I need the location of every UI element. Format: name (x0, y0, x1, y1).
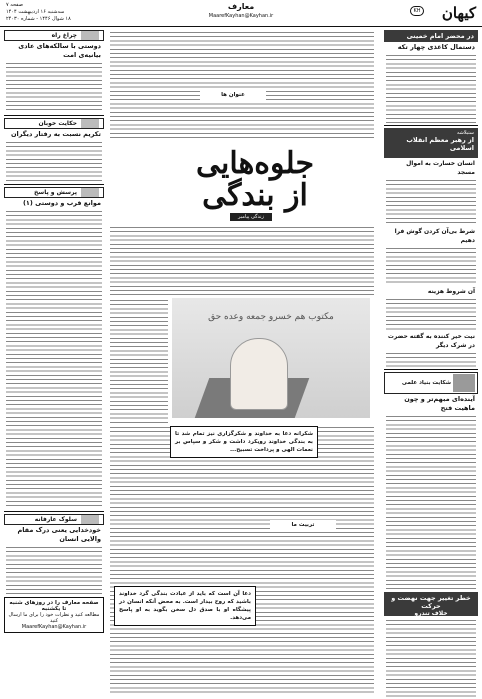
leader-box-label: ستبلاشه (456, 130, 474, 136)
section-url: MaarefKayhan@Kayhan.ir (208, 13, 274, 19)
section1-text (6, 61, 102, 113)
section4-bar (4, 514, 104, 525)
section-title: معارف (227, 2, 255, 11)
divider (384, 125, 478, 126)
middle-left-text (110, 298, 168, 423)
right-column (384, 30, 478, 695)
imam-headline: دستمال کاغذی چهار تکه (397, 43, 475, 51)
section1-headline: دوستی با سالکه‌های عادی بیانیه‌ی امت (18, 42, 101, 59)
section3-title-left: پرسش و پاسخ (33, 189, 77, 196)
section2-text (6, 140, 102, 182)
section3-headline: آینده‌ای مبهم‌تر و چون ماهیت فتح (404, 395, 475, 412)
leader-box (384, 128, 478, 158)
middle-column (110, 30, 374, 695)
bottom-headline: خطر تغییر جهت نهضت و حرکت (391, 594, 471, 610)
date-line-2: ۱۸ شوال ۱۴۴۶ - شماره ۲۴۰۳۰ (6, 16, 71, 22)
footer-box (4, 597, 104, 633)
section3-headline-left: موانع قرب و دوستی (۱) (22, 199, 101, 207)
leader-text-d (386, 351, 476, 367)
kayhan-logo: کیهان (441, 4, 476, 22)
date-line-1: سه‌شنبه ۱۶ اردیبهشت ۱۴۰۴ (6, 9, 65, 15)
mystic-icon (81, 515, 99, 524)
leader-text-a (386, 178, 476, 226)
middle-subheading-1: عنوان ها (200, 90, 266, 101)
section1-title: چراغ راه (51, 32, 77, 39)
divider (4, 115, 104, 116)
section2-bar (4, 118, 104, 129)
left-column (4, 30, 104, 695)
section4-headline: خودخدایی یعنی درک مقام والایی انسان (17, 526, 101, 543)
book-icon (81, 119, 99, 128)
section3-bar (384, 372, 478, 394)
page-label: صفحه ۷ (6, 2, 23, 8)
author-photo (453, 374, 475, 392)
photo-calligraphy: مکتوب هم خسرو جمعه وعده حق (208, 312, 334, 322)
feature-title: جلوه‌هایی از بندگی (195, 146, 314, 213)
leader-text-b (386, 246, 476, 286)
middle-top-text (110, 30, 374, 140)
bottom-headline-box (384, 592, 478, 616)
footer-line-1: صفحه معارف را در روزهای شنبه تا یکشنبه (9, 600, 99, 612)
footer-line-2: مطالعه کنید و نظرات خود را برای ما ارسال کنید (8, 612, 100, 624)
praying-hands-image (230, 338, 288, 410)
question-icon (81, 188, 99, 197)
section4-text (6, 545, 102, 595)
section4-title: سلوک عارفانه (34, 516, 77, 523)
middle-subheading-2: تربیت ما (270, 520, 336, 531)
middle-bottom-text (110, 425, 374, 695)
feature-byline: زندگی پیامبر (230, 213, 272, 221)
quote-box-2: دعا آن است که باید از عبادت بندگی گرد خداوند باشید که روح بیدار است. به محض آنکه انسان در پیشگاه او با صدق دل سخن بگوید به او پاسخ می‌دهد. (114, 586, 256, 626)
leader-sub-c: آن شروط هزینه (427, 288, 475, 295)
section3-bar-left (4, 187, 104, 198)
section2-title: حکایت خوبان (38, 120, 77, 127)
leader-sub-d: نیت خیر کننده به گفته حضرت در شرک دیگر (387, 333, 475, 349)
leader-box-headline: از رهبر معظم انقلاب اسلامی (406, 136, 474, 152)
leader-sub-b: شرط بی‌آن کردن گوش فرا دهیم (394, 228, 475, 244)
leader-sub-a: انسان خسارت به اموال مسجد (406, 160, 475, 176)
footer-email[interactable]: MaarefKayhan@Kayhan.ir (21, 624, 87, 630)
section3-title: شکایت بنیاد علمی (401, 380, 451, 386)
imam-text (386, 53, 476, 123)
feature-photo (172, 298, 370, 418)
bottom-sub: خلاف تندرو (414, 610, 448, 617)
divider (4, 511, 104, 512)
section2-headline: تکریم نسبت به رفتار دیگران (10, 130, 101, 138)
logo-badge-icon: KH (410, 6, 424, 16)
section1-bar (4, 30, 104, 41)
bottom-text (386, 618, 476, 699)
page-header (0, 0, 482, 27)
divider (384, 369, 478, 370)
divider (4, 184, 104, 185)
middle-intro-text (110, 225, 374, 295)
leader-text-c (386, 297, 476, 331)
quote-box-1: شکرانه دعا به خداوند و شکرگزاری نیز تمام شد تا به بندگی خداوند رویکرد داشت و شکر و سپاس بر نعمات الهی و پرداخت تسبیح... (170, 426, 318, 458)
date-block (6, 2, 71, 23)
lamp-icon (81, 31, 99, 40)
imam-box-title: در محضر امام خمینی (384, 30, 478, 42)
section3-text-left (6, 209, 102, 509)
section3-text (386, 414, 476, 592)
